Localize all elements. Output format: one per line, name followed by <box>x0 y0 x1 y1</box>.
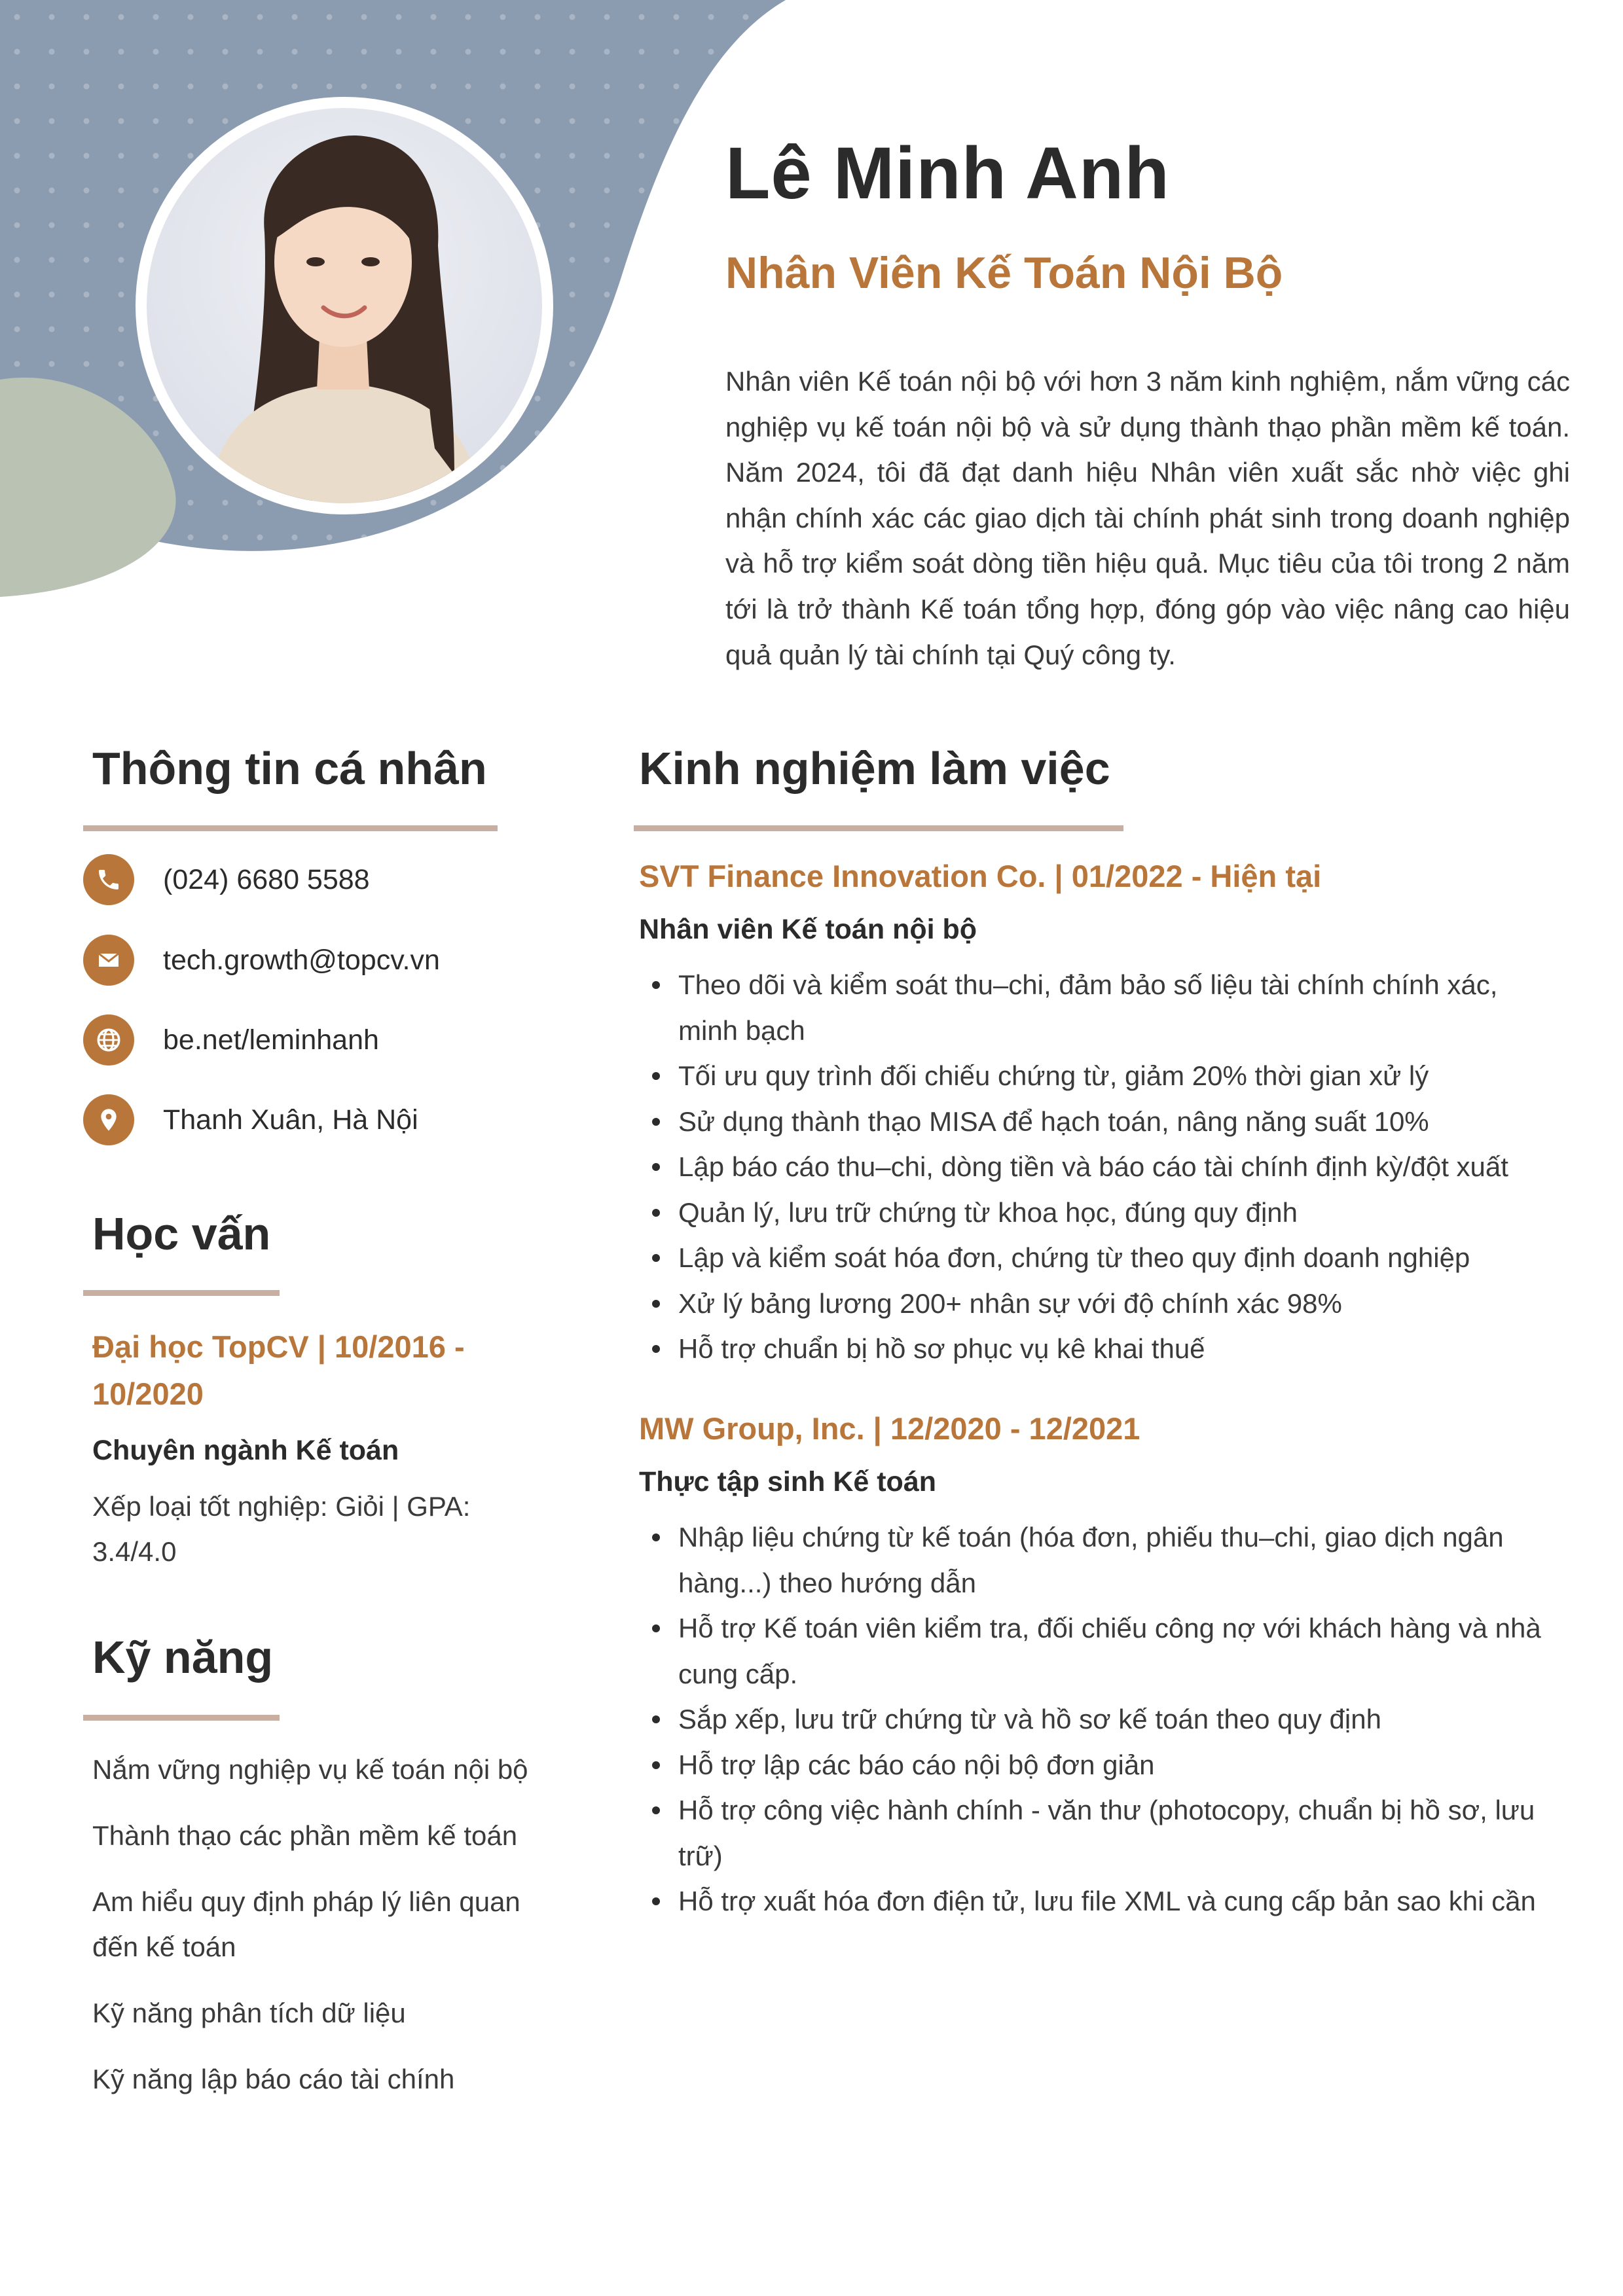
experience-divider <box>634 825 1123 831</box>
education-grade-line1: Xếp loại tốt nghiệp: Giỏi | GPA: <box>92 1491 471 1522</box>
address-text: Thanh Xuân, Hà Nội <box>163 1103 418 1136</box>
list-item: Hỗ trợ công việc hành chính - văn thư (photocopy, chuẩn bị hồ sơ, lưu trữ) <box>639 1787 1549 1878</box>
globe-icon <box>83 1014 134 1066</box>
education-grade-line2: 3.4/4.0 <box>92 1536 177 1567</box>
education-school-line2: 10/2020 <box>92 1376 204 1411</box>
list-item: Lập báo cáo thu–chi, dòng tiền và báo cáo tài chính định kỳ/đột xuất <box>639 1144 1556 1190</box>
list-item: Theo dõi và kiểm soát thu–chi, đảm bảo số liệu tài chính chính xác, minh bạch <box>639 962 1556 1053</box>
job-role: Thực tập sinh Kế toán <box>639 1466 936 1498</box>
list-item: Hỗ trợ Kế toán viên kiểm tra, đối chiếu công nợ với khách hàng và nhà cung cấp. <box>639 1605 1549 1696</box>
location-pin-icon <box>83 1094 134 1145</box>
skill-item: Am hiểu quy định pháp lý liên quan <box>92 1886 520 1917</box>
experience-heading: Kinh nghiệm làm việc <box>639 743 1110 794</box>
personal-info-heading: Thông tin cá nhân <box>92 743 487 794</box>
skill-item-continued: đến kế toán <box>92 1931 236 1962</box>
list-item: Hỗ trợ chuẩn bị hồ sơ phục vụ kê khai thuế <box>639 1326 1556 1372</box>
list-item: Sắp xếp, lưu trữ chứng từ và hồ sơ kế toán theo quy định <box>639 1696 1549 1742</box>
job-company: MW Group, Inc. | 12/2020 - 12/2021 <box>639 1411 1140 1446</box>
email-text[interactable]: tech.growth@topcv.vn <box>163 944 440 976</box>
avatar-photo <box>147 108 542 503</box>
education-school-line1: Đại học TopCV | 10/2016 - <box>92 1329 465 1364</box>
job-responsibilities <box>639 1515 1549 1924</box>
skill-item: Thành thạo các phần mềm kế toán <box>92 1820 518 1851</box>
list-item: Quản lý, lưu trữ chứng từ khoa học, đúng quy định <box>639 1190 1556 1236</box>
website-text[interactable]: be.net/leminhanh <box>163 1024 379 1056</box>
job-company: SVT Finance Innovation Co. | 01/2022 - Hiện tại <box>639 859 1322 893</box>
job-title: Nhân Viên Kế Toán Nội Bộ <box>725 248 1283 298</box>
email-icon <box>83 935 134 986</box>
contact-address <box>83 1094 418 1145</box>
education-divider <box>83 1290 280 1296</box>
skill-item: Kỹ năng phân tích dữ liệu <box>92 1998 406 2028</box>
education-major: Chuyên ngành Kế toán <box>92 1435 399 1466</box>
list-item: Hỗ trợ xuất hóa đơn điện tử, lưu file XML và cung cấp bản sao khi cần <box>639 1878 1549 1924</box>
list-item: Sử dụng thành thạo MISA để hạch toán, nâng năng suất 10% <box>639 1099 1556 1145</box>
list-item: Xử lý bảng lương 200+ nhân sự với độ chính xác 98% <box>639 1281 1556 1327</box>
contact-phone <box>83 854 370 905</box>
skill-item: Nắm vững nghiệp vụ kế toán nội bộ <box>92 1754 528 1785</box>
personal-info-divider <box>83 825 498 831</box>
contact-email <box>83 935 440 986</box>
phone-text: (024) 6680 5588 <box>163 863 370 895</box>
job-role: Nhân viên Kế toán nội bộ <box>639 914 977 945</box>
profile-summary: Nhân viên Kế toán nội bộ với hơn 3 năm kinh nghiệm, nắm vững các nghiệp vụ kế toán nội bộ và sử dụng thành thạo phần mềm kế toán. Năm 2024, tôi đã đạt danh hiệu Nhân viên xuất sắc nhờ việc ghi nhận chính xác các giao dịch tài chính phát sinh trong doanh nghiệp và hỗ trợ kiểm soát dòng tiền hiệu quả. Mục tiêu của tôi trong 2 năm tới là trở thành Kế toán tổng hợp, đóng góp vào việc nâng cao hiệu quả quản lý tài chính tại Quý công ty. <box>725 366 1570 670</box>
list-item: Nhập liệu chứng từ kế toán (hóa đơn, phiếu thu–chi, giao dịch ngân hàng...) theo hướng dẫn <box>639 1515 1549 1605</box>
list-item: Tối ưu quy trình đối chiếu chứng từ, giảm 20% thời gian xử lý <box>639 1053 1556 1099</box>
skills-divider <box>83 1715 280 1721</box>
list-item: Lập và kiểm soát hóa đơn, chứng từ theo quy định doanh nghiệp <box>639 1235 1556 1281</box>
job-responsibilities <box>639 962 1556 1372</box>
avatar <box>136 97 553 514</box>
education-heading: Học vấn <box>92 1208 271 1259</box>
phone-icon <box>83 854 134 905</box>
contact-website <box>83 1014 379 1066</box>
skills-heading: Kỹ năng <box>92 1632 274 1683</box>
candidate-name: Lê Minh Anh <box>725 132 1170 214</box>
list-item: Hỗ trợ lập các báo cáo nội bộ đơn giản <box>639 1742 1549 1788</box>
skill-item: Kỹ năng lập báo cáo tài chính <box>92 2064 455 2094</box>
